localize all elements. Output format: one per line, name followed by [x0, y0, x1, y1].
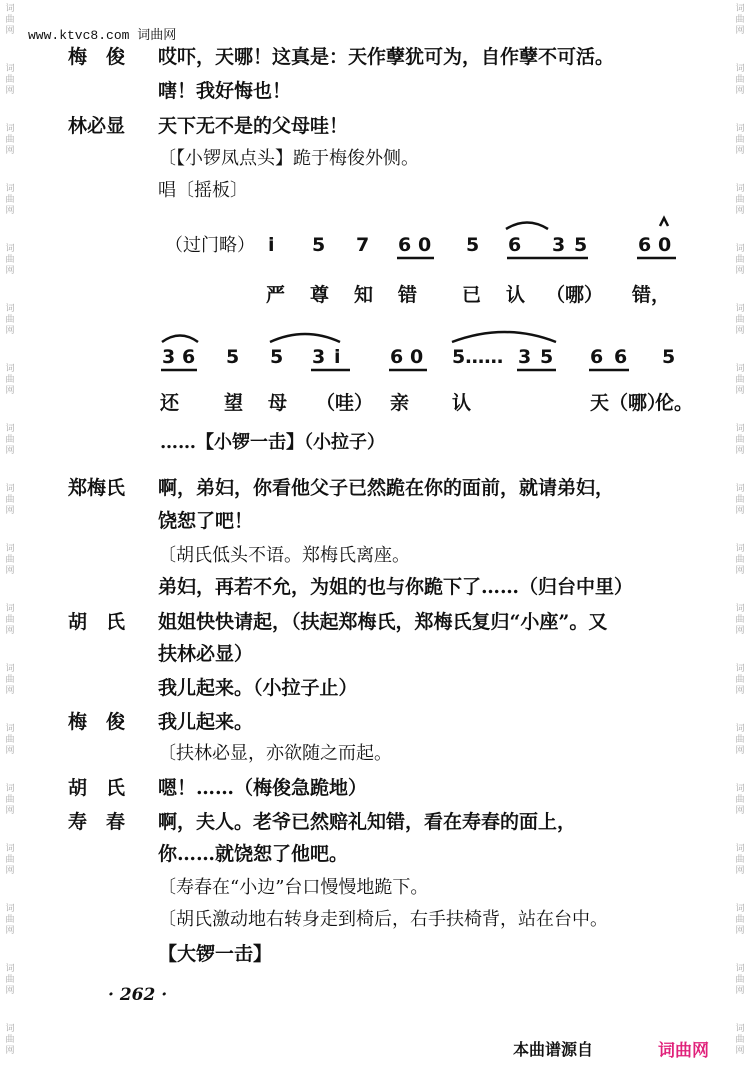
watermark-char: 网	[735, 866, 745, 876]
watermark-char: 网	[735, 266, 745, 276]
lyric: 错，	[632, 284, 671, 306]
watermark-char: 曲	[735, 495, 745, 505]
watermark-char: 曲	[5, 195, 15, 205]
watermark-char: 词	[5, 844, 15, 854]
note: 5	[466, 234, 480, 256]
watermark-char: 词	[735, 184, 745, 194]
watermark-char: 曲	[735, 615, 745, 625]
watermark-char: 曲	[735, 1035, 745, 1045]
dialogue-line: 哎吓，天哪！这真是：天作孽犹可为，自作孽不可活。	[158, 46, 615, 68]
stage-direction: 〔胡氏低头不语。郑梅氏离座。	[158, 545, 410, 566]
dialogue-line: 你……就饶恕了他吧。	[158, 843, 349, 865]
watermark-char: 曲	[735, 255, 745, 265]
watermark-char: 词	[5, 664, 15, 674]
watermark-char: 词	[735, 304, 745, 314]
page-number: · 262 ·	[108, 985, 168, 1005]
note: 3	[518, 346, 532, 368]
watermark-char: 词	[5, 424, 15, 434]
watermark-char: 曲	[5, 795, 15, 805]
watermark-char: 曲	[735, 855, 745, 865]
watermark-char: 网	[5, 386, 15, 396]
watermark-char: 词	[5, 964, 15, 974]
stage-direction: 唱〔摇板〕	[158, 180, 248, 201]
watermark-char: 曲	[735, 315, 745, 325]
note: 6	[590, 346, 604, 368]
note: 0	[418, 234, 432, 256]
lyric: 知	[354, 284, 374, 306]
watermark-char: 网	[735, 566, 745, 576]
watermark-char: 曲	[5, 375, 15, 385]
speaker: 胡 氏	[68, 777, 126, 799]
watermark-char: 曲	[5, 135, 15, 145]
note: 0	[658, 234, 672, 256]
watermark-char: 网	[5, 806, 15, 816]
note: 6	[398, 234, 412, 256]
speaker: 梅 俊	[68, 46, 126, 68]
note: 6	[614, 346, 628, 368]
watermark-char: 曲	[5, 435, 15, 445]
note: 3	[162, 346, 176, 368]
dialogue-line: 天下无不是的父母哇！	[158, 115, 349, 137]
watermark-char: 曲	[735, 675, 745, 685]
watermark-char: 网	[735, 206, 745, 216]
watermark-char: 网	[5, 746, 15, 756]
dialogue-line: 嗯！……（梅俊急跪地）	[158, 777, 368, 799]
watermark-char: 曲	[735, 75, 745, 85]
watermark-char: 词	[5, 304, 15, 314]
watermark-char: 网	[735, 446, 745, 456]
watermark-char: 网	[5, 866, 15, 876]
watermark-char: 网	[735, 1046, 745, 1056]
lyric: 天（哪）	[590, 392, 667, 414]
watermark-char: 词	[735, 904, 745, 914]
watermark-char: 网	[735, 806, 745, 816]
watermark-char: 网	[5, 446, 15, 456]
watermark-char: 词	[5, 604, 15, 614]
watermark-char: 曲	[5, 615, 15, 625]
watermark-char: 曲	[5, 315, 15, 325]
watermark-char: 曲	[735, 135, 745, 145]
speaker: 寿 春	[68, 811, 126, 833]
watermark-char: 词	[735, 664, 745, 674]
watermark-char: 词	[735, 4, 745, 14]
lyric: （哪）	[546, 284, 604, 306]
dialogue-line: 饶恕了吧！	[158, 510, 254, 532]
watermark-char: 网	[5, 266, 15, 276]
watermark-char: 网	[735, 626, 745, 636]
watermark-char: 词	[735, 1024, 745, 1034]
note: 5	[540, 346, 554, 368]
watermark-char: 网	[735, 326, 745, 336]
watermark-char: 曲	[5, 1035, 15, 1045]
watermark-char: 词	[735, 784, 745, 794]
watermark-char: 网	[5, 1046, 15, 1056]
watermark-char: 曲	[735, 735, 745, 745]
score-intro: （过门略）	[165, 235, 255, 256]
note: i	[268, 234, 275, 256]
watermark-char: 网	[735, 746, 745, 756]
note: 6	[390, 346, 404, 368]
watermark-char: 曲	[735, 435, 745, 445]
watermark-char: 网	[5, 506, 15, 516]
watermark-char: 网	[5, 326, 15, 336]
watermark-char: 网	[735, 146, 745, 156]
lyric: 望	[224, 392, 244, 414]
note: 5……	[452, 346, 504, 368]
footer-source: 本曲谱源自	[513, 1040, 594, 1059]
watermark-char: 词	[735, 964, 745, 974]
watermark-char: 网	[5, 926, 15, 936]
speaker: 郑梅氏	[68, 477, 126, 499]
watermark-char: 网	[5, 86, 15, 96]
watermark-char: 曲	[5, 975, 15, 985]
dialogue-line: 啊，弟妇，你看他父子已然跪在你的面前，就请弟妇，	[158, 477, 615, 499]
lyric: 已	[462, 284, 482, 306]
dialogue-line: 我儿起来。	[158, 711, 254, 733]
watermark-char: 词	[735, 364, 745, 374]
watermark-char: 词	[5, 544, 15, 554]
stage-direction: 〔寿春在“小边”台口慢慢地跪下。	[158, 877, 429, 898]
watermark-char: 曲	[735, 915, 745, 925]
stage-direction: 〔扶林必显，亦欲随之而起。	[158, 743, 392, 764]
watermark-char: 曲	[5, 675, 15, 685]
speaker: 梅 俊	[68, 711, 126, 733]
watermark-char: 词	[5, 724, 15, 734]
dialogue-line: 弟妇，再若不允，为姐的也与你跪下了……（归台中里）	[158, 576, 634, 598]
watermark-char: 词	[5, 4, 15, 14]
watermark-char: 词	[735, 124, 745, 134]
watermark-char: 网	[5, 566, 15, 576]
stage-direction: 〔胡氏激动地右转身走到椅后，右手扶椅背，站在台中。	[158, 909, 608, 930]
watermark-char: 词	[5, 64, 15, 74]
watermark-char: 网	[5, 626, 15, 636]
footer-brand[interactable]: 词曲网	[658, 1041, 709, 1061]
watermark-char: 词	[5, 484, 15, 494]
note: 5	[662, 346, 676, 368]
note: 3	[552, 234, 566, 256]
watermark-char: 网	[735, 386, 745, 396]
watermark-char: 曲	[735, 975, 745, 985]
left-watermark-strip	[2, 0, 18, 1084]
watermark-char: 曲	[5, 855, 15, 865]
stage-direction: 〔【小锣凤点头】跪于梅俊外侧。	[158, 148, 419, 169]
watermark-char: 词	[735, 484, 745, 494]
watermark-char: 词	[5, 904, 15, 914]
watermark-char: 曲	[5, 15, 15, 25]
watermark-char: 网	[5, 146, 15, 156]
watermark-char: 网	[735, 26, 745, 36]
note: 0	[410, 346, 424, 368]
lyric: 认	[506, 284, 526, 306]
watermark-char: 曲	[5, 555, 15, 565]
watermark-char: 网	[735, 86, 745, 96]
right-watermark-strip	[732, 0, 748, 1084]
watermark-char: 网	[5, 986, 15, 996]
watermark-char: 词	[735, 244, 745, 254]
watermark-char: 词	[735, 64, 745, 74]
dialogue-line: 嗐！我好悔也！	[158, 80, 292, 102]
lyric: 亲	[390, 392, 410, 414]
lyric: 母	[268, 392, 288, 414]
dialogue-line: 扶林必显）	[158, 643, 254, 665]
watermark-char: 曲	[735, 795, 745, 805]
note: 3	[312, 346, 326, 368]
speaker: 林必显	[68, 115, 126, 137]
lyric: （哇）	[316, 392, 374, 414]
note: 6	[182, 346, 196, 368]
lyric: 伦。	[655, 392, 694, 414]
watermark-char: 词	[735, 724, 745, 734]
watermark-char: 词	[5, 244, 15, 254]
watermark-char: 曲	[5, 495, 15, 505]
watermark-char: 网	[5, 206, 15, 216]
lyric: 错	[398, 284, 418, 306]
watermark-char: 词	[735, 844, 745, 854]
watermark-char: 曲	[5, 75, 15, 85]
watermark-char: 曲	[735, 15, 745, 25]
watermark-char: 网	[5, 26, 15, 36]
dialogue-line: 我儿起来。（小拉子止）	[158, 677, 358, 699]
watermark-char: 网	[735, 506, 745, 516]
note: 6	[508, 234, 522, 256]
watermark-char: 网	[735, 986, 745, 996]
score-after: ……【小锣一击】（小拉子）	[160, 432, 385, 453]
watermark-char: 词	[5, 364, 15, 374]
watermark-char: 曲	[735, 375, 745, 385]
dialogue-line: 【大锣一击】	[158, 943, 273, 965]
watermark-char: 词	[735, 424, 745, 434]
dialogue-line: 姐姐快快请起，（扶起郑梅氏，郑梅氏复归“小座”。又	[158, 611, 608, 633]
note: 5	[574, 234, 588, 256]
lyric: 严	[266, 284, 286, 306]
lyric: 认	[452, 392, 472, 414]
note: 5	[312, 234, 326, 256]
watermark-char: 词	[5, 124, 15, 134]
watermark-char: 曲	[5, 735, 15, 745]
watermark-char: 曲	[5, 915, 15, 925]
lyric: 还	[160, 392, 180, 414]
site-url: www.ktvc8.com 词曲网	[28, 28, 177, 43]
watermark-char: 网	[5, 686, 15, 696]
watermark-char: 词	[5, 784, 15, 794]
watermark-char: 曲	[735, 555, 745, 565]
watermark-char: 词	[735, 604, 745, 614]
note: i	[334, 346, 341, 368]
note: 6	[638, 234, 652, 256]
note: 7	[356, 234, 370, 256]
watermark-char: 曲	[735, 195, 745, 205]
speaker: 胡 氏	[68, 611, 126, 633]
watermark-char: 词	[5, 1024, 15, 1034]
watermark-char: 词	[735, 544, 745, 554]
note: 5	[270, 346, 284, 368]
watermark-char: 网	[735, 926, 745, 936]
lyric: 尊	[310, 284, 330, 306]
dialogue-line: 啊，夫人。老爷已然赔礼知错，看在寿春的面上，	[158, 811, 577, 833]
note: 5	[226, 346, 240, 368]
watermark-char: 网	[735, 686, 745, 696]
watermark-char: 曲	[5, 255, 15, 265]
watermark-char: 词	[5, 184, 15, 194]
